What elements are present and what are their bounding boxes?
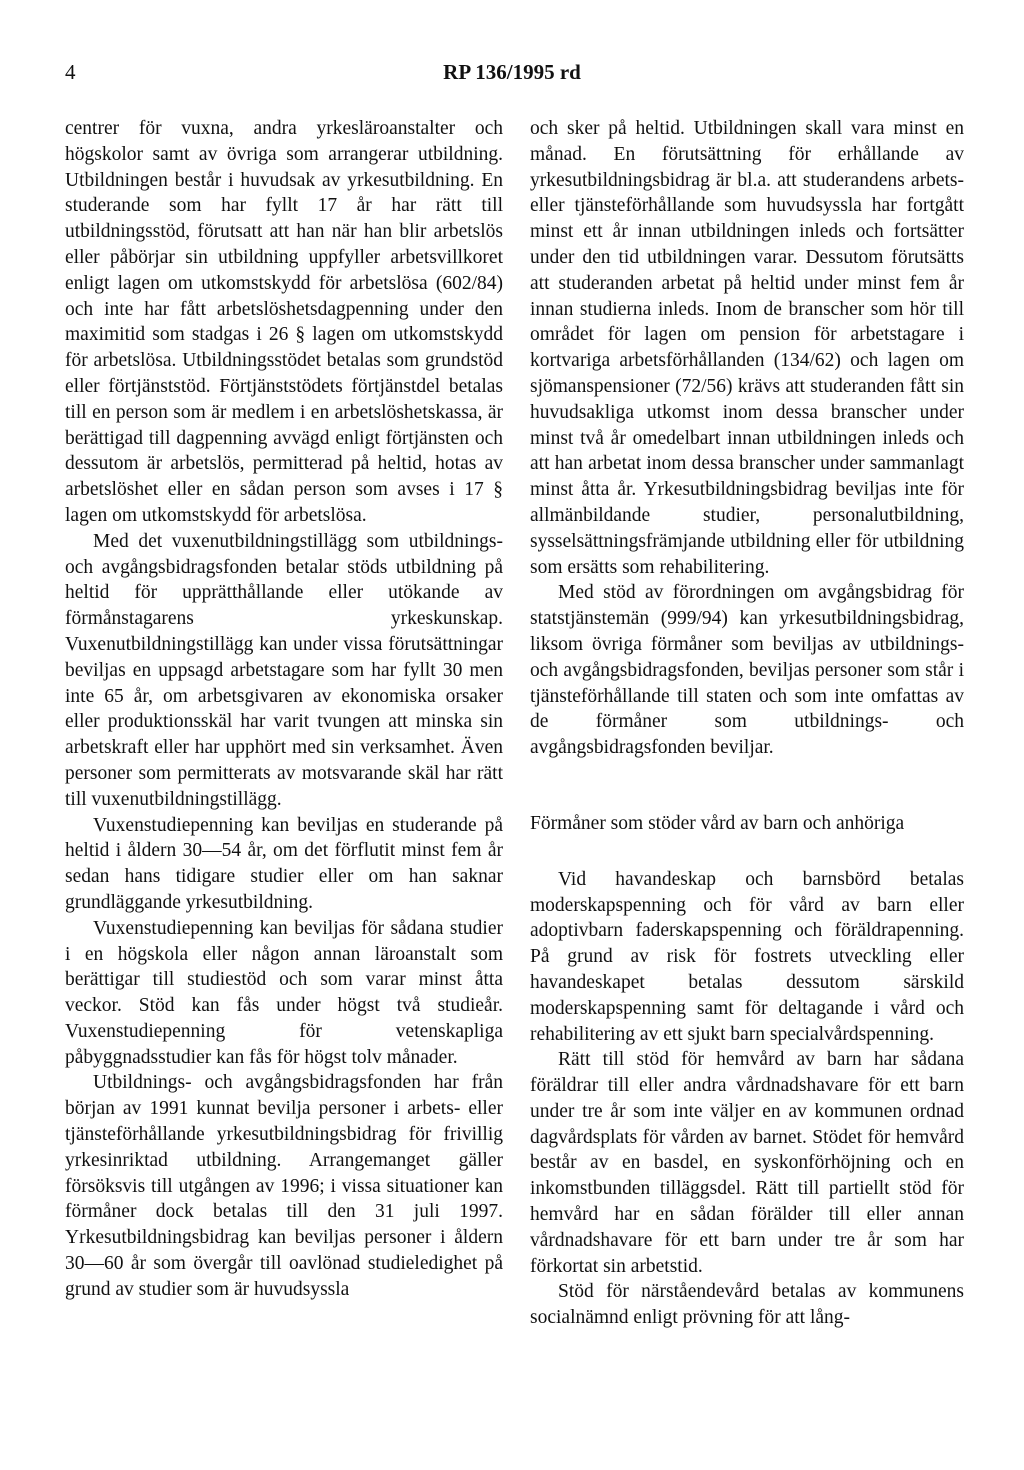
paragraph: Med det vuxenutbildningstillägg som utbildnings- och avgångsbidragsfonden betalar stöds utbildning på heltid för upprätthållande eller utökande av förmånstagarens yrkeskunskap. Vuxenutbildningstillägg kan under vissa förutsättningar beviljas en uppsagd arbetstagare som har fyllt 30 men inte 65 år, om arbetsgivaren av ekonomiska orsaker eller produktionsskäl har varit tvungen att minska sin arbetskraft eller har upphört med sin verksamhet. Även personer som permitterats av motsvarande skäl har rätt till vuxenutbildningstillägg. <box>65 530 503 810</box>
paragraph: och sker på heltid. Utbildningen skall vara minst en månad. En förutsättning för erhållande av yrkesutbildningsbidrag är bl.a. att studerandens arbets- eller tjänsteförhållande som huvudsyssla har fortgått minst ett år innan utbildningen inleds och fortsätter under den tid utbildningen varar. Dessutom förutsätts att studeranden arbetat på heltid under minst fem år innan studierna inleds. Inom de branscher som hör till området för lagen om pension för arbetstagare i kortvariga arbetsförhållanden (134/62) och lagen om sjömanspensioner (72/56) krävs att studeranden fått sin huvudsakliga utkomst inom dessa branscher under minst två år omedelbart innan utbildningen inleds och att han arbetat inom dessa branscher under sammanlagt minst åtta år. Yrkesutbildningsbidrag beviljas inte för allmänbildande studier, personalutbildning, sysselsättningsfrämjande utbildning eller för utbildning som ersätts som rehabilitering. <box>530 118 964 578</box>
page-number: 4 <box>65 60 76 84</box>
paragraph: Vuxenstudiepenning kan beviljas för sådana studier i en högskola eller någon annan läroanstalt som berättigar till studiestöd och som varar minst åtta veckor. Stöd kan fås under högst två studieår. Vuxenstudiepenning för vetenskapliga påbyggnadsstudier kan fås för högst tolv månader. <box>65 917 503 1068</box>
paragraph: centrer för vuxna, andra yrkesläroanstalter och högskolor samt av övriga som arrangerar utbildning. Utbildningen består i huvudsak av yrkesutbildning. En studerande som har fyllt 17 år har rätt till utbildningsstöd, förutsatt att han när han blir arbetslös eller påbörjar sin utbildning uppfyller arbetsvillkoret enligt lagen om utkomstskydd för arbetslösa (602/84) och inte har fått arbetslöshetsdagpenning under den maximitid som stadgas i 26 § lagen om utkomstskydd för arbetslösa. Utbildningsstödet betalas som grundstöd eller förtjänststöd. Förtjänststödets förtjänstdel betalas till en person som är medlem i en arbetslöshetskassa, är berättigad till dagpenning avvägd enligt förtjänsten och dessutom är arbetslös, permitterad på heltid, hotas av arbetslöshet eller en sådan person som avses i 17 § lagen om utkomstskydd för arbetslösa. <box>65 118 503 526</box>
paragraph: Stöd för närståendevård betalas av kommunens socialnämnd enligt prövning för att lång- <box>530 1281 964 1329</box>
left-column <box>65 116 503 1303</box>
paragraph: Rätt till stöd för hemvård av barn har sådana föräldrar till eller andra vårdnadshavare för ett barn under tre år som inte väljer en av kommunen ordnad dagvårdsplats för vården av barnet. Stödet för hemvård består av en basdel, en syskonförhöjning och en inkomstbunden tilläggsdel. Rätt till partiellt stöd för hemvård har en sådan förälder till eller annan vårdnadshavare för ett barn under tre år som har förkortat sin arbetstid. <box>530 1049 964 1277</box>
paragraph: Vid havandeskap och barnsbörd betalas moderskapspenning och för vård av barn eller adoptivbarn faderskapspenning och föräldrapenning. På grund av risk för fostrets utveckling eller havandeskapet betalas dessutom särskild moderskapspenning samt för deltagande i vård och rehabilitering av ett sjukt barn specialvårdspenning. <box>530 868 964 1045</box>
section-heading: Förmåner som stöder vård av barn och anhöriga <box>530 812 905 834</box>
right-column <box>530 116 964 1331</box>
paragraph: Med stöd av förordningen om avgångsbidrag för statstjänstemän (999/94) kan yrkesutbildningsbidrag, liksom övriga förmåner som beviljas av utbildnings- och avgångsbidragsfonden, beviljas personer som står i tjänsteförhållande till staten och som inte omfattas av de förmåner som utbildnings- och avgångsbidragsfonden beviljar. <box>530 582 964 759</box>
paragraph: Utbildnings- och avgångsbidragsfonden har från början av 1991 kunnat bevilja personer i arbets- eller tjänsteförhållande yrkesutbildningsbidrag för frivillig yrkesinriktad utbildning. Arrangemanget gäller försöksvis till utgången av 1996; i vissa situationer kan förmåner dock betalas till den 31 juli 1997. Yrkesutbildningsbidrag kan beviljas personer i åldern 30—60 år som övergår till oavlönad studieledighet på grund av studier som är huvudsyssla <box>65 1072 503 1300</box>
paragraph: Vuxenstudiepenning kan beviljas en studerande på heltid i åldern 30—54 år, om det förflutit minst fem år sedan hans tidigare studier eller om han saknar grundläggande yrkesutbildning. <box>65 814 503 913</box>
running-header: RP 136/1995 rd <box>443 60 581 84</box>
